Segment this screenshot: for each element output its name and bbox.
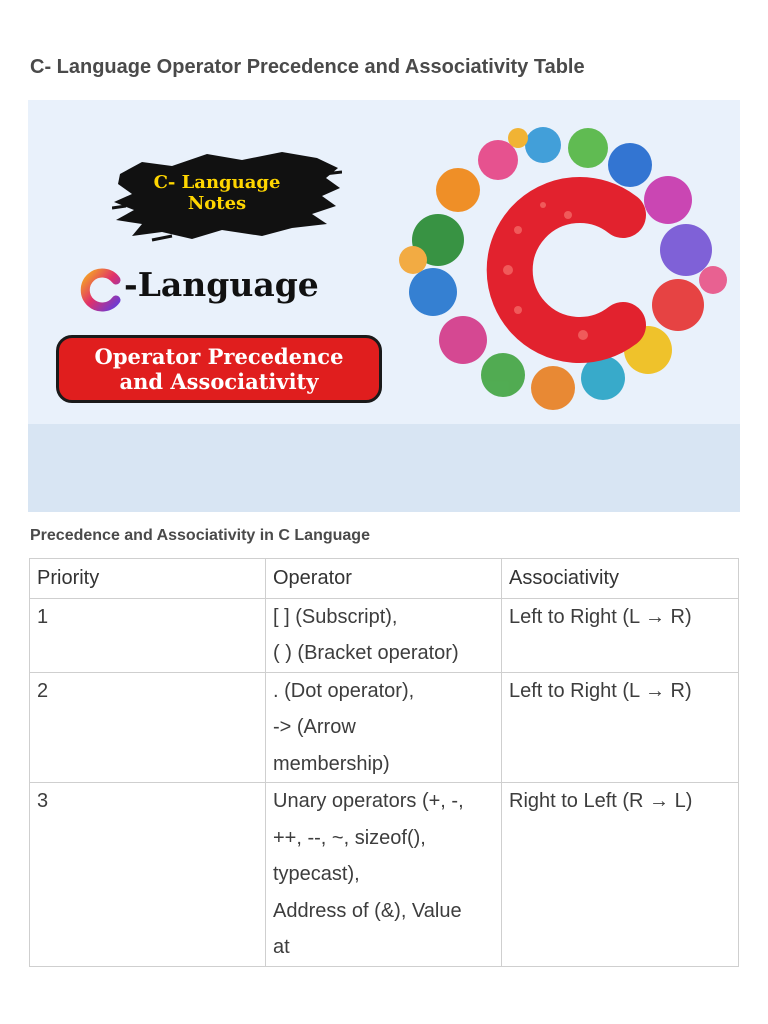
header-operator: Operator <box>266 559 502 599</box>
banner-image <box>28 100 740 512</box>
notes-line-1: C- Language <box>153 172 281 193</box>
associativity-cell: Left to Right (L → R) <box>502 598 739 672</box>
clay-letters-c-artwork <box>368 120 740 420</box>
operator-line: ( ) (Bracket operator) <box>273 642 459 664</box>
operator-line: ++, --, ~, sizeof(), <box>273 826 426 849</box>
letter-ring <box>399 127 727 410</box>
notes-label <box>112 172 322 214</box>
page-title: C- Language Operator Precedence and Associativity Table <box>30 56 585 78</box>
operator-cell <box>266 598 502 672</box>
pill-line-2: and Associativity <box>119 369 319 394</box>
pill-line-1: Operator Precedence <box>94 344 344 369</box>
operator-line: typecast), <box>273 863 360 885</box>
logo-text: -Language <box>124 265 319 304</box>
priority-cell: 1 <box>30 598 266 672</box>
table-header-row <box>30 559 739 599</box>
priority-cell: 3 <box>30 783 266 967</box>
operator-line: at <box>273 936 290 958</box>
table-caption: Precedence and Associativity in C Language <box>30 527 370 544</box>
table-row <box>30 672 739 783</box>
header-priority: Priority <box>30 559 266 599</box>
operator-precedence-pill <box>56 335 382 403</box>
operator-line: membership) <box>273 752 390 775</box>
banner-lower-band <box>28 424 740 512</box>
table-row <box>30 598 739 672</box>
notes-line-2: Notes <box>187 193 247 214</box>
operator-cell <box>266 672 502 783</box>
operator-line: [ ] (Subscript), <box>273 605 398 628</box>
operator-cell <box>266 783 502 967</box>
associativity-cell: Right to Left (R → L) <box>502 783 739 967</box>
operator-line: Unary operators (+, -, <box>273 790 464 812</box>
priority-cell: 2 <box>30 672 266 783</box>
precedence-table <box>29 558 739 967</box>
header-associativity: Associativity <box>502 559 739 599</box>
associativity-cell: Left to Right (L → R) <box>502 672 739 783</box>
big-letter-c <box>510 200 623 340</box>
c-gradient-logo-icon <box>80 268 124 312</box>
operator-line: -> (Arrow <box>273 716 356 738</box>
operator-line: . (Dot operator), <box>273 679 415 702</box>
table-row <box>30 783 739 967</box>
operator-line: Address of (&), Value <box>273 899 462 922</box>
